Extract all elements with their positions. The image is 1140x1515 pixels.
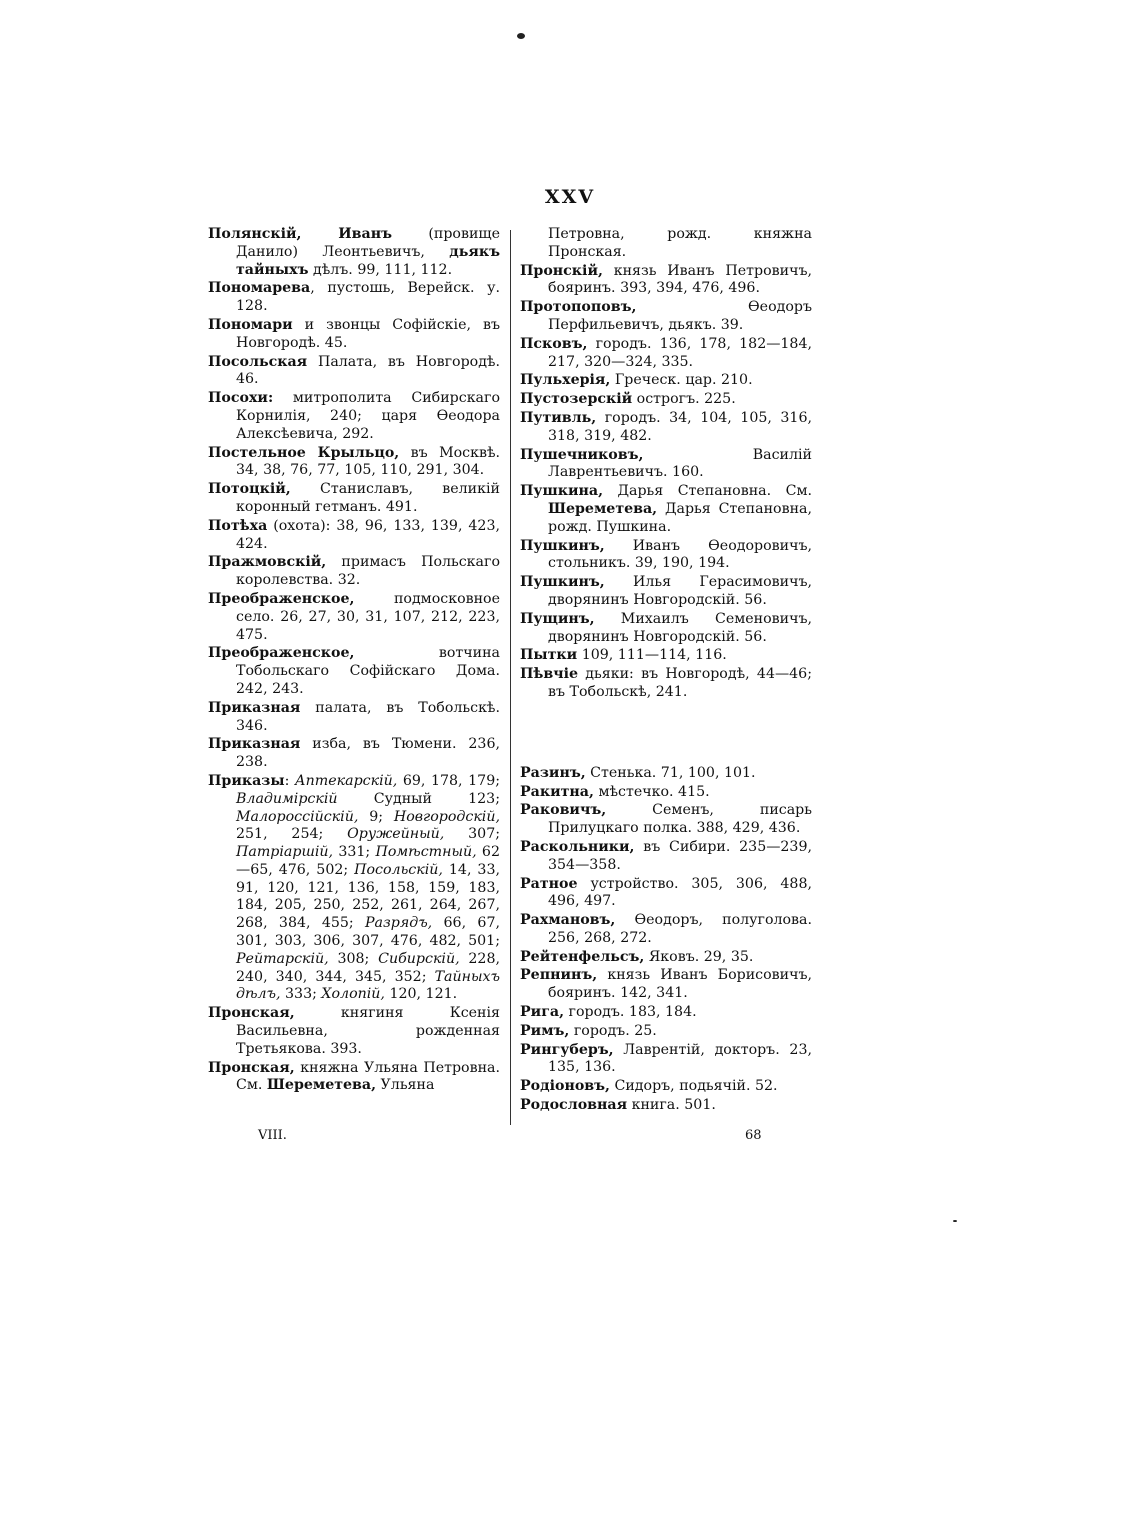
index-entry: [208, 736, 500, 772]
index-column-left: [208, 226, 500, 1096]
entry-text: въ Сибири. 235—239, 354—358.: [548, 838, 812, 873]
entry-headword: Полянскій, Иванъ: [208, 226, 392, 242]
entry-text: 228, 240, 340, 344, 345, 352;: [236, 950, 500, 985]
ink-speck: [953, 1220, 957, 1222]
index-entry: [520, 876, 812, 912]
entry-text: князь Иванъ Петровичъ, бояринъ. 393, 394, 476, 496.: [548, 262, 812, 297]
index-entry: [520, 1097, 812, 1115]
entry-text: Станиславъ, великій коронный гетманъ. 491.: [236, 481, 500, 515]
entry-headword: Приказная: [208, 699, 301, 716]
prikaz-name: Тайныхъ дѣлъ,: [236, 968, 500, 1003]
entry-text: митрополита Сибирскаго Корнилія, 240; царя Ѳеодора Алексѣевича, 292.: [236, 390, 500, 442]
entry-text: (охота): 38, 96, 133, 139, 423, 424.: [236, 517, 500, 552]
entry-text: княгиня Ксенія Васильевна, рожденная Третьякова. 393.: [236, 1005, 500, 1057]
index-entry: [520, 538, 812, 574]
entry-text: 109, 111—114, 116.: [577, 647, 727, 664]
entry-text: устройство. 305, 306, 488, 496, 497.: [548, 875, 812, 910]
entry-headword: Преображенское,: [208, 645, 355, 662]
index-entry: [520, 372, 812, 390]
entry-crossref: Шереметева,: [548, 500, 658, 517]
prikaz-name: Рейтарскій,: [236, 950, 329, 967]
entry-headword: Посольская: [208, 353, 308, 370]
sheet-number: 68: [745, 1128, 762, 1143]
entry-text: и звонцы Софійскіе, въ Новгородѣ. 45.: [236, 316, 500, 351]
index-entry-prikazy: [208, 773, 500, 1004]
entry-headword: Пульхерія,: [520, 372, 611, 389]
index-entry-continuation: Петровна, рожд. княжна Пронская.: [548, 226, 812, 260]
entry-headword: Пѣвчіе: [520, 666, 579, 683]
entry-text: Илья Герасимовичъ, дворянинъ Новгородскій. 56.: [548, 574, 812, 608]
entry-text: 251, 254;: [236, 826, 348, 843]
entry-text: Яковъ. 29, 35.: [644, 948, 754, 965]
prikaz-name: Холопій,: [321, 986, 385, 1003]
entry-headword: Пушкина,: [520, 483, 604, 500]
prikaz-name: Патріаршій,: [236, 844, 334, 861]
index-entry: [208, 645, 500, 698]
entry-text: княжна Ульяна Петровна. См.: [236, 1059, 500, 1094]
right-entries-r: [520, 765, 812, 1115]
prikaz-name: Малороссійскій,: [236, 808, 359, 825]
entry-text: 69, 178, 179;: [397, 772, 500, 789]
left-entries: [208, 226, 500, 772]
entry-headword: Разинъ,: [520, 764, 586, 781]
entry-headword: Ратное: [520, 875, 578, 892]
entry-text: дьяки: въ Новгородѣ, 44—46; въ Тобольскѣ, 241.: [548, 666, 812, 700]
entry-text: 66, 67, 301, 303, 306, 307, 476, 482, 501;: [236, 915, 500, 950]
entry-text: 331;: [333, 844, 376, 861]
entry-headword: Пономарева: [208, 280, 311, 297]
entry-text: князь Иванъ Борисовичъ, бояринъ. 142, 341.: [548, 967, 812, 1002]
index-entry: [520, 647, 812, 665]
index-entry: [208, 518, 500, 554]
index-entry: [520, 765, 812, 783]
entry-text: Судный 123;: [337, 790, 500, 807]
index-entry: [520, 263, 812, 299]
index-entry: [520, 611, 812, 647]
entry-headword: Родословная: [520, 1097, 628, 1114]
entry-headword: Постельное Крыльцо,: [208, 444, 400, 461]
entry-text: Лаврентій, докторъ. 23, 135, 136.: [548, 1041, 812, 1076]
entry-text: книга. 501.: [627, 1097, 716, 1114]
index-entry: [520, 1004, 812, 1022]
entry-text: дѣлъ. 99, 111, 112.: [308, 261, 453, 278]
signature-mark: VIII.: [258, 1128, 287, 1143]
entry-headword: Пустозерскій: [520, 391, 633, 408]
index-entry: [520, 1042, 812, 1078]
index-entry: [208, 1060, 500, 1096]
entry-headword: Рахмановъ,: [520, 912, 616, 929]
entry-headword: Пономари: [208, 316, 293, 333]
entry-text: острогъ. 225.: [632, 391, 736, 408]
index-entry: [208, 1005, 500, 1058]
index-entry: [520, 839, 812, 875]
entry-headword: Репнинъ,: [520, 967, 598, 984]
left-entries-tail: [208, 1005, 500, 1095]
entry-text: изба, въ Тюмени. 236, 238.: [236, 736, 500, 771]
index-entry: [520, 1023, 812, 1041]
prikaz-name: Новгородскій,: [393, 808, 500, 825]
entry-text: палата, въ Тобольскѣ. 346.: [236, 699, 500, 734]
entry-headword: Рига,: [520, 1004, 565, 1021]
entry-headword: Раскольники,: [520, 838, 635, 855]
prikaz-name: Разрядъ,: [365, 915, 433, 932]
entry-text: :: [284, 772, 295, 789]
index-column-right: [520, 226, 812, 1116]
entry-text: городъ. 136, 178, 182—184, 217, 320—324, 335.: [548, 335, 812, 370]
prikaz-name: Владимірскій: [236, 790, 338, 807]
entry-headword: Раковичъ,: [520, 802, 607, 819]
index-entry: [208, 481, 500, 517]
prikaz-name: Помѣстный,: [375, 844, 477, 861]
entry-headword: Приказы: [208, 772, 285, 789]
entry-headword: Ракитна,: [520, 783, 594, 800]
entry-text: , пустошь, Верейск. у. 128.: [236, 280, 500, 315]
entry-text: примасъ Польскаго королевства. 32.: [236, 554, 500, 589]
index-entry: [208, 700, 500, 736]
entry-headword: Протопоповъ,: [520, 299, 637, 316]
entry-text: 307;: [444, 826, 500, 843]
index-entry: [520, 802, 812, 838]
entry-headword: Пущинъ,: [520, 610, 595, 627]
entry-headword: Пронская,: [208, 1005, 295, 1022]
entry-headword: Путивль,: [520, 409, 597, 426]
entry-text: 120, 121.: [384, 986, 458, 1003]
index-entry: [520, 1078, 812, 1096]
entry-crossref: Шереметева,: [266, 1077, 377, 1094]
entry-headword: Пушкинъ,: [520, 537, 605, 554]
entry-text: мѣстечко. 415.: [593, 783, 710, 800]
entry-headword: Пронскій,: [520, 262, 603, 279]
entry-text: городъ. 183, 184.: [564, 1004, 697, 1021]
entry-headword: Приказная: [208, 736, 301, 753]
index-entry: [208, 390, 500, 443]
prikaz-name: Сибирскій,: [378, 950, 460, 967]
page-number: XXV: [544, 186, 596, 208]
entry-headword: Рингуберъ,: [520, 1041, 614, 1058]
index-entry: [208, 591, 500, 644]
entry-text: Палата, въ Новгородѣ. 46.: [236, 353, 500, 388]
entry-text: Семенъ, писарь Прилуцкаго полка. 388, 429, 436.: [548, 802, 812, 837]
index-entry: [208, 354, 500, 390]
entry-text: Михаилъ Семеновичъ, дворянинъ Новгородскій. 56.: [548, 610, 812, 645]
index-entry: [520, 574, 812, 610]
entry-text: 333;: [280, 986, 322, 1003]
prikaz-name: Аптекарскій,: [294, 772, 398, 789]
entry-text: подмосковное село. 26, 27, 30, 31, 107, 212, 223, 475.: [236, 590, 500, 643]
entry-text: 308;: [328, 950, 379, 967]
index-entry: [520, 447, 812, 483]
entry-crossref: дьякъ тайныхъ: [236, 243, 500, 278]
index-entry: [520, 967, 812, 1003]
entry-text: 9;: [358, 808, 394, 825]
entry-headword: Пронская,: [208, 1059, 295, 1076]
entry-headword: Потѣха: [208, 517, 268, 534]
entry-text: вотчина Тобольскаго Софійскаго Дома. 242, 243.: [236, 645, 500, 697]
entry-text: Ульяна: [376, 1077, 435, 1094]
entry-headword: Пражмовскій,: [208, 554, 327, 571]
entry-text: Греческ. цар. 210.: [610, 372, 753, 389]
entry-text: 62—65, 476, 502;: [236, 844, 500, 878]
entry-text: городъ. 34, 104, 105, 316, 318, 319, 482.: [548, 409, 812, 444]
entry-headword: Родіоновъ,: [520, 1078, 610, 1095]
entry-text: Сидоръ, подьячій. 52.: [609, 1078, 778, 1095]
index-entry: [520, 483, 812, 536]
prikaz-name: Посольскій,: [354, 861, 443, 878]
index-entry: [520, 666, 812, 702]
index-entry: [208, 317, 500, 353]
entry-headword: Пушкинъ,: [520, 574, 605, 591]
index-entry: [520, 336, 812, 372]
index-entry: [208, 554, 500, 590]
section-gap: [520, 703, 812, 765]
index-entry: [208, 226, 500, 279]
ink-speck: [517, 33, 525, 39]
entry-headword: Потоцкій,: [208, 481, 291, 498]
entry-text: городъ. 25.: [569, 1022, 657, 1039]
index-entry: [520, 912, 812, 948]
index-entry: [520, 949, 812, 967]
index-entry: [520, 410, 812, 446]
index-entry: [520, 299, 812, 335]
index-entry: [520, 784, 812, 802]
entry-headword: Преображенское,: [208, 590, 355, 607]
entry-headword: Пушечниковъ,: [520, 446, 644, 463]
entry-headword: Пытки: [520, 647, 578, 664]
entry-text: Дарья Степановна. См.: [603, 483, 812, 500]
column-divider: [510, 230, 511, 1125]
prikaz-name: Оружейный,: [347, 826, 445, 843]
index-entry: [520, 391, 812, 409]
entry-headword: Рейтенфельсъ,: [520, 948, 645, 965]
entry-text: Стенька. 71, 100, 101.: [585, 764, 756, 781]
entry-headword: Римъ,: [520, 1022, 570, 1039]
entry-text: (провище Данило) Леонтьевичъ,: [236, 226, 500, 260]
entry-headword: Псковъ,: [520, 335, 588, 352]
entry-text: въ Москвѣ. 34, 38, 76, 77, 105, 110, 291, 304.: [236, 444, 501, 479]
entry-text: Ѳеодоръ, полуголова. 256, 268, 272.: [548, 912, 812, 946]
entry-text: Иванъ Ѳеодоровичъ, стольникъ. 39, 190, 194.: [548, 537, 812, 572]
index-entry: [208, 445, 500, 481]
index-entry: [208, 280, 500, 316]
entry-text: Ѳеодоръ Перфильевичъ, дьякъ. 39.: [548, 299, 812, 333]
right-entries-p: [520, 263, 812, 702]
entry-headword: Посохи:: [208, 390, 274, 407]
entry-text: 14, 33, 91, 120, 121, 136, 158, 159, 183, 184, 205, 250, 252, 261, 264, 267, 268, 384, 455;: [236, 861, 500, 932]
entry-text: Василій Лаврентьевичъ. 160.: [548, 446, 812, 481]
entry-text: Дарья Степановна, рожд. Пушкина.: [548, 500, 812, 535]
